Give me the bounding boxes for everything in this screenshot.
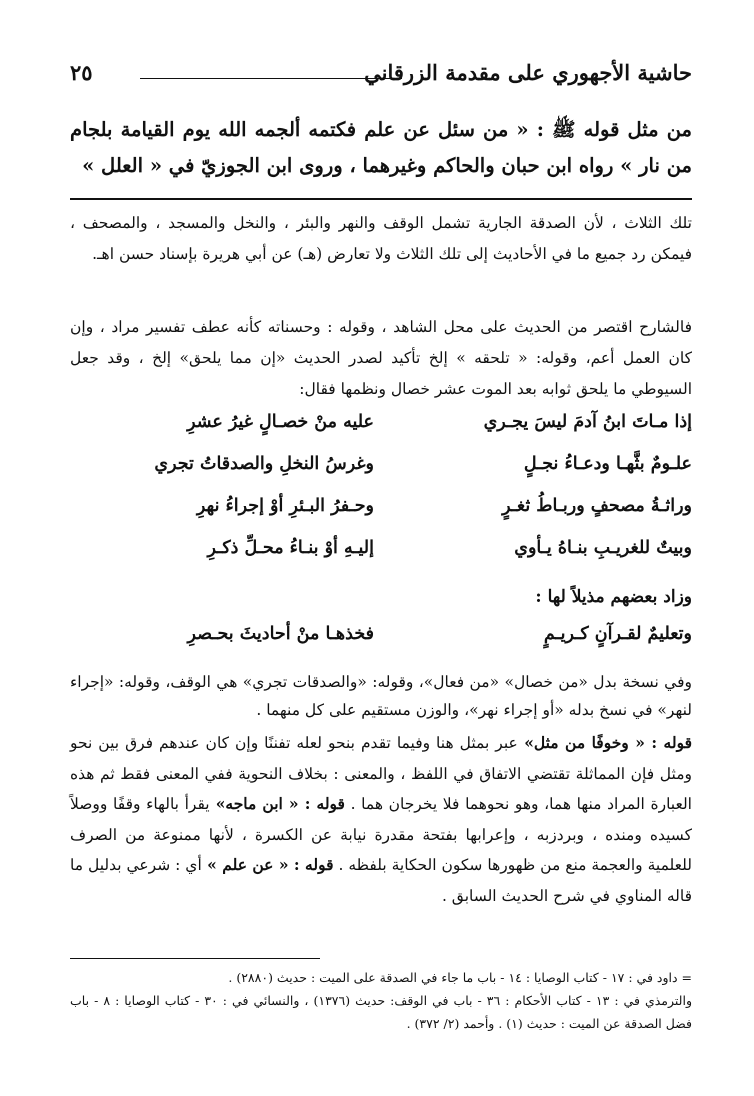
footnote-line: = داود في : ١٧ - كتاب الوصايا : ١٤ - باب ما جاء في الصدقة على الميت : حديث (٢٨٨٠) . (228, 970, 692, 985)
hemistich-second: وحـفرُ البـئرِ أوْ إجراءُ نهرِ (196, 496, 374, 516)
commentary-text: عبر بمثل هنا وفيما تقدم بنحو لعله تفننًا وإن كان عندهم فرق بين نحو ومثل فإن المماثلة تقتضي الاتفاق في اللفظ ، والمعنى : بخلاف النحوية ففي المعنى فقط ثم هذه العبارة المراد منها هما، وهو نحوهما فلا يخرجان هما . (70, 734, 692, 813)
running-header (70, 58, 692, 92)
paragraph-4 (70, 728, 692, 911)
header-title: حاشية الأجهوري على مقدمة الزرقاني (364, 60, 692, 85)
commentary-text: أي : شرعي بدليل ما قاله المناوي في شرح الحديث السابق . (70, 856, 692, 905)
hemistich-second: فخذهـا منْ أحاديثَ بحـصرِ (187, 624, 374, 644)
poem-verse (70, 412, 692, 454)
commentary-keyword: قوله : « عن علم » (201, 855, 334, 874)
hemistich-second: عليه منْ خصـالٍ غيرُ عشرِ (187, 412, 374, 432)
hemistich-first: إذا مـاتَ ابنُ آدمَ ليسَ يجـري (483, 412, 692, 432)
hemistich-first: وتعليمٌ لقـرآنٍ كـريـمٍ (543, 624, 692, 644)
section-divider (70, 198, 692, 200)
poem-verse (70, 496, 692, 538)
paragraph-2: فالشارح اقتصر من الحديث على محل الشاهد ، وقوله : وحسناته كأنه عطف تفسير مراد ، وإن كان العمل أعم، وقوله: « تلحقه » إلخ تأكيد لصدر الحديث «إن مما يلحق» إلخ ، وقد جعل السيوطي ما يلحق ثوابه بعد الموت عشر خصال ونظمها فقال: (70, 318, 692, 398)
footnotes (70, 966, 692, 1035)
book-page (70, 40, 692, 1070)
hemistich-first: علـومٌ بثَّهـا ودعـاءُ نجـلٍ (523, 454, 692, 474)
poem (70, 412, 692, 580)
hemistich-first: وراثـةُ مصحفٍ وربـاطُ ثغـرٍ (502, 496, 692, 516)
hemistich-second: إليـهِ أوْ بنـاءُ محـلِّ ذكـرِ (207, 538, 374, 558)
hemistich-second: وغرسُ النخلِ والصدقاتُ تجري (154, 454, 374, 474)
header-rule (140, 78, 402, 79)
poem-verse-addition (70, 624, 692, 666)
footnote-divider (70, 958, 320, 959)
hemistich-first: وبيتٌ للغريـبِ بنـاهُ يـأوي (514, 538, 692, 558)
top-text: من مثل قوله ﷺ : « من سئل عن علم فكتمه ألجمه الله يوم القيامة بلجام من نار » رواه ابن حبان والحاكم وغيرهما ، وروى ابن الجوزيّ في « العلل » (70, 118, 692, 177)
commentary-text: يقرأ بالهاء وقفًا ووصلاً كسيده ومنده ، وبردزبه ، وإعرابها بفتحة مقدرة نيابة عن الكسرة ، لأنها ممنوعة من الصرف للعلمية والعجمة منع من ظهورها سكون الحكاية بلفظه . (70, 795, 692, 874)
paragraph-3: وفي نسخة بدل «من خصال» «من فعال»، وقوله: «والصدقات تجري» هي الوقف، وقوله: «إجراء لنهر» في نسخ بدله «أو إجراء نهر»، والوزن مستقيم على كل منهما . (70, 673, 692, 719)
commentary-keyword: قوله : « وخوفًا من مثل» (517, 733, 692, 752)
commentary-keyword: قوله : « ابن ماجه» (209, 794, 345, 813)
footnote-line: والترمذي في : ١٣ - كتاب الأحكام : ٣٦ - باب في الوقف: حديث (١٣٧٦) ، والنسائي في : ٣٠ - كتاب الوصايا : ٨ - باب فضل الصدقة عن الميت : حديث (١) . وأحمد (٢/ ٣٧٢) . (70, 993, 692, 1031)
poem-verse (70, 538, 692, 580)
poem-verse (70, 454, 692, 496)
paragraph-1: تلك الثلاث ، لأن الصدقة الجارية تشمل الوقف والنهر والبئر ، والنخل والمسجد ، والمصحف ، فيمكن رد جميع ما في الأحاديث إلى تلك الثلاث ولا تعارض (هـ) عن أبي هريرة بإسناد حسن اهـ. (70, 214, 692, 263)
page-number: ٢٥ (70, 60, 93, 85)
addition-intro: وزاد بعضهم مذيلاً لها : (535, 587, 692, 607)
